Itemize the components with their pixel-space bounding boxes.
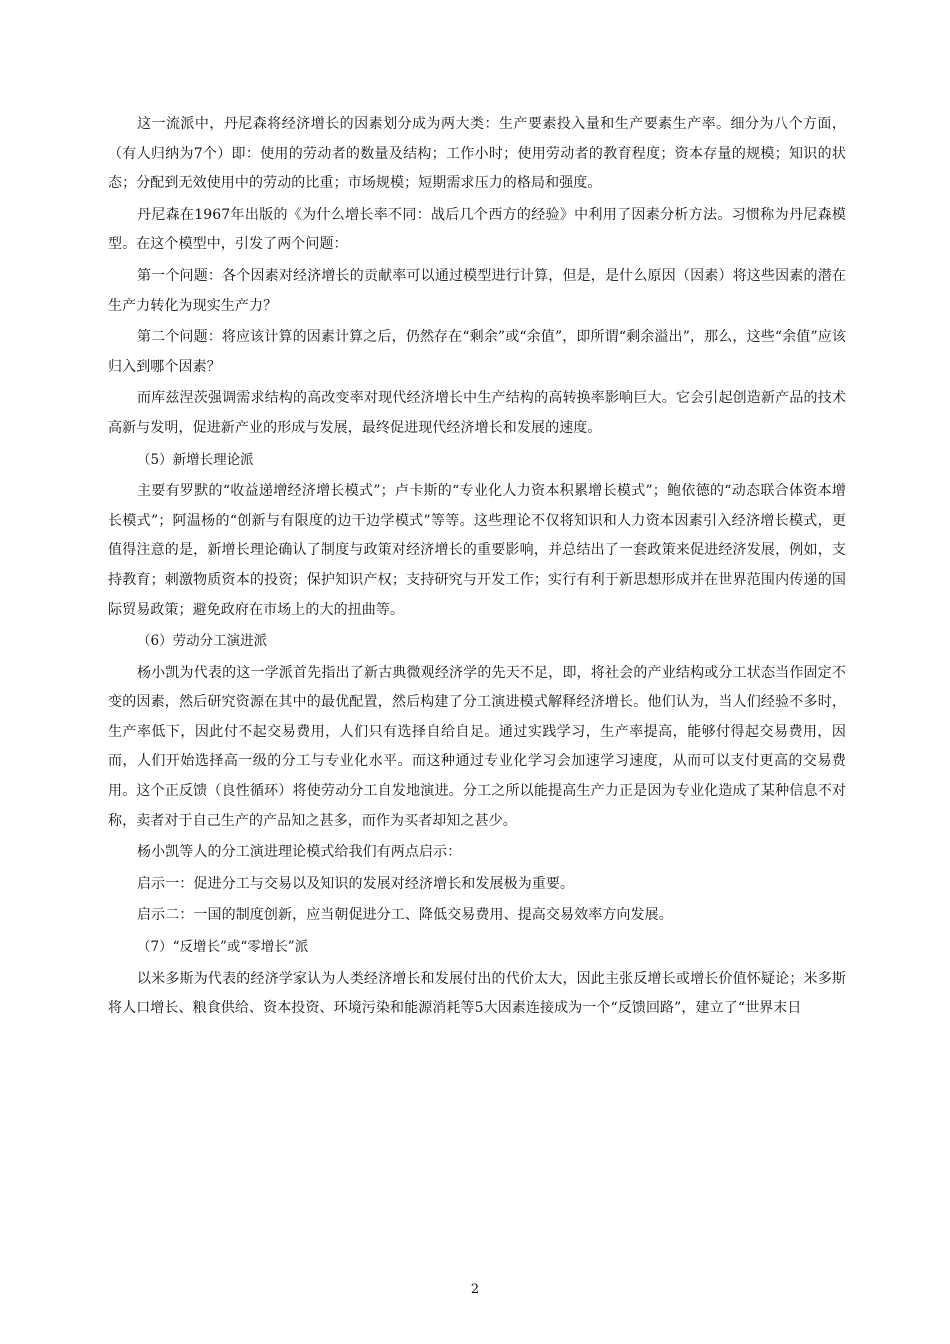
- paragraph-yang-xiaokai: 杨小凯为代表的这一学派首先指出了新古典微观经济学的先天不足，即，将社会的产业结构或分工状态当作固定不变的因素，然后研究资源在其中的最优配置，然后构建了分工演进模式解释经济增长。他们认为，当人们经验不多时，生产率低下，因此付不起交易费用，人们只有选择自给自足。通过实践学习，生产率提高，能够付得起交易费用，因而，人们开始选择高一级的分工与专业化水平。而这种通过专业化学习会加速学习速度，从而可以支付更高的交易费用。这个正反馈（良性循环）将使劳动分工自发地演进。分工之所以能提高生产力正是因为专业化造成了某种信息不对称，卖者对于自己生产的产品知之甚多，而作为买者却知之甚少。: [108, 664, 846, 829]
- paragraph-insight-two: 启示二：一国的制度创新，应当朝促进分工、降低交易费用、提高交易效率方向发展。: [137, 907, 673, 924]
- page-number: 2: [470, 1282, 480, 1297]
- page-body: [108, 110, 846, 1026]
- paragraph-kuznets: 而库兹涅茨强调需求结构的高改变率对现代经济增长中生产结构的高转换率影响巨大。它会引起创造新产品的技术高新与发明，促进新产业的形成与发展，最终促进现代经济增长和发展的速度。: [108, 390, 846, 436]
- paragraph-meadows: 以米多斯为代表的经济学家认为人类经济增长和发展付出的代价太大，因此主张反增长或增长价值怀疑论；米多斯将人口增长、粮食供给、资本投资、环境污染和能源消耗等5大因素连接成为一个“反馈回路”，建立了“世界末日: [108, 970, 846, 1017]
- paragraph-first-question: 第一个问题：各个因素对经济增长的贡献率可以通过模型进行计算，但是，是什么原因（因素）将这些因素的潜在生产力转化为现实生产力？: [108, 267, 846, 314]
- paragraph-second-question: 第二个问题：将应该计算的因素计算之后，仍然存在“剩余”或“余值”，即所谓“剩余溢出”，那么，这些“余值”应该归入到哪个因素？: [108, 329, 846, 375]
- paragraph-denison-factors: 这一流派中，丹尼森将经济增长的因素划分成为两大类：生产要素投入量和生产要素生产率。细分为八个方面，（有人归纳为7个）即：使用的劳动者的数量及结构；工作小时；使用劳动者的教育程度；资本存量的规模；知识的状态；分配到无效使用中的劳动的比重；市场规模；短期需求压力的格局和强度。: [108, 116, 846, 192]
- paragraph-denison-model: 丹尼森在1967年出版的《为什么增长率不同：战后几个西方的经验》中利用了因素分析方法。习惯称为丹尼森模型。在这个模型中，引发了两个问题：: [108, 206, 846, 253]
- section-heading-new-growth-theory: （5）新增长理论派: [137, 451, 254, 468]
- section-heading-division-of-labor: （6）劳动分工演进派: [137, 633, 268, 650]
- paragraph-new-growth-theory: 主要有罗默的“收益递增经济增长模式”；卢卡斯的“专业化人力资本积累增长模式”；鲍依德的“动态联合体资本增长模式”；阿温杨的“创新与有限度的边干边学模式”等等。这些理论不仅将知识和人力资本因素引入经济增长模式，更值得注意的是，新增长理论确认了制度与政策对经济增长的重要影响，并总结出了一套政策来促进经济发展，例如，支持教育；刺激物质资本的投资；保护知识产权；支持研究与开发工作；实行有利于新思想形成并在世界范围内传递的国际贸易政策；避免政府在市场上的大的扭曲等。: [108, 483, 846, 618]
- section-heading-anti-growth: （7）“反增长”或“零增长”派: [137, 939, 309, 956]
- paragraph-two-insights: 杨小凯等人的分工演进理论模式给我们有两点启示：: [137, 844, 462, 861]
- paragraph-insight-one: 启示一：促进分工与交易以及知识的发展对经济增长和发展极为重要。: [137, 875, 575, 892]
